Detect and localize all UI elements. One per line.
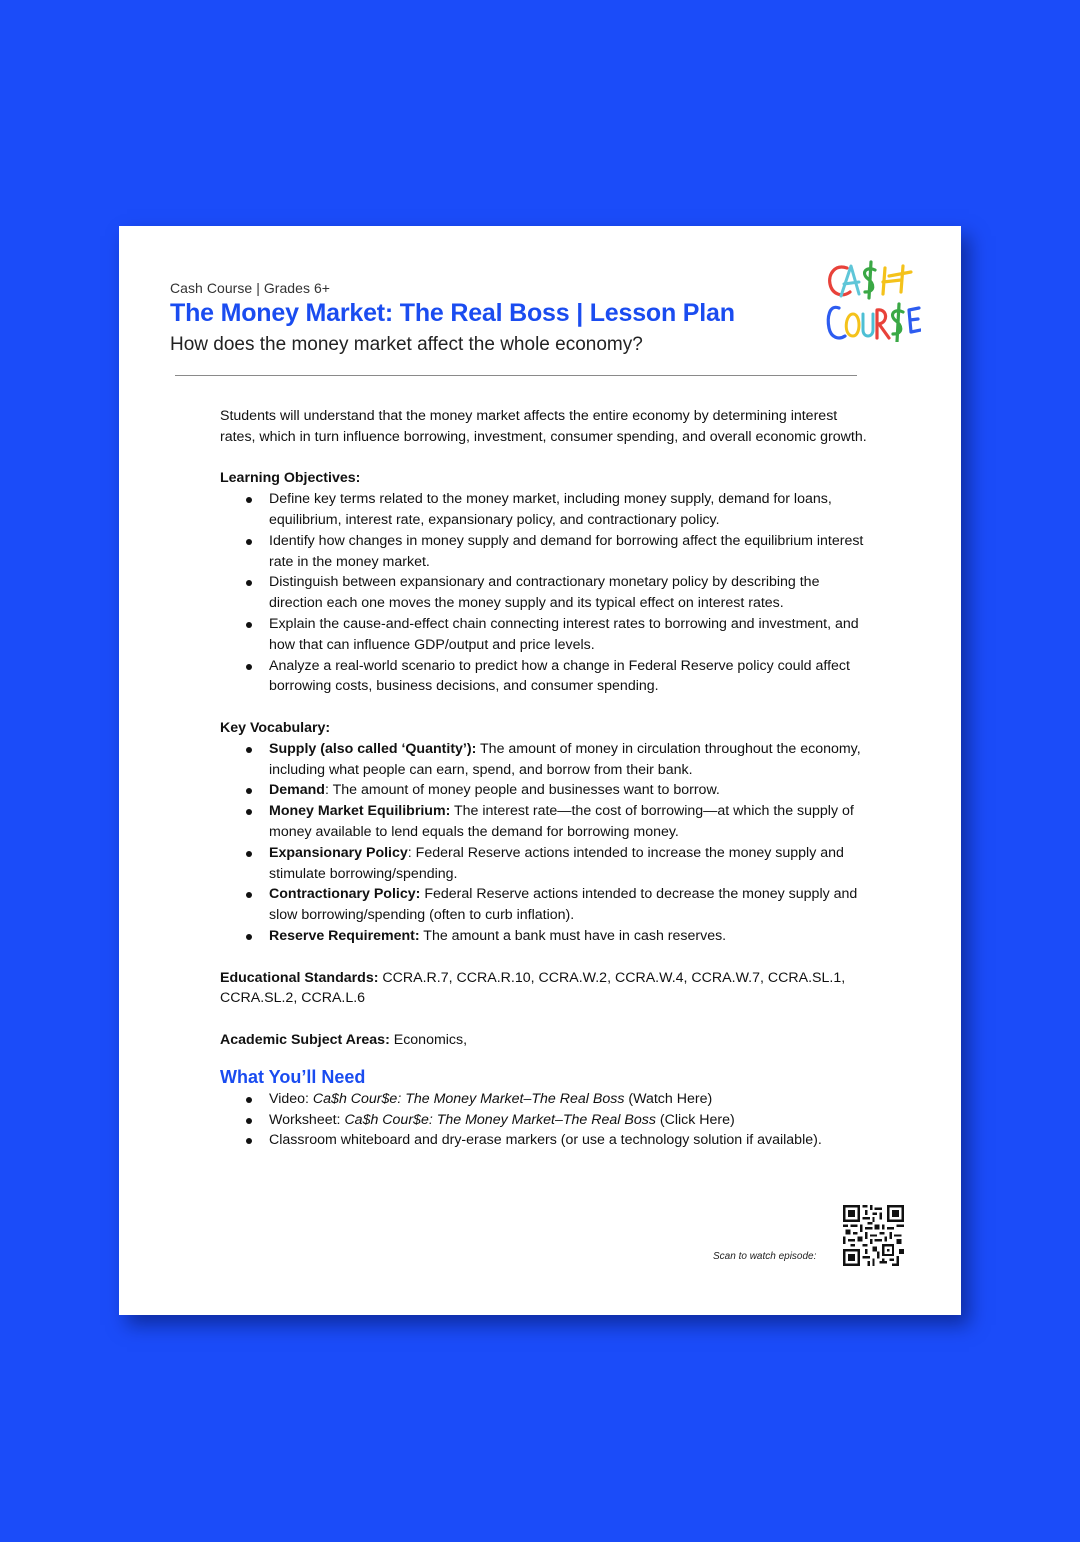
click-here-link[interactable]: (Click Here) (655, 1111, 735, 1128)
list-item: Analyze a real-world scenario to predict how a change in Federal Reserve policy could affect borrowing costs, business decisions, and consumer spending. (220, 656, 870, 698)
educational-standards-value: CCRA.R.7, CCRA.R.10, CCRA.W.2, CCRA.W.4, CCRA.W.7, CCRA.SL.1, CCRA.SL.2, CCRA.L.6 (220, 969, 846, 1007)
list-item: Define key terms related to the money market, including money supply, demand for loans, equilibrium, interest rate, expansionary policy, and contractionary policy. (220, 489, 870, 531)
bullet-icon (246, 747, 252, 753)
logo-letter-o (846, 314, 859, 336)
list-item: Identify how changes in money supply and demand for borrowing affect the equilibrium interest rate in the money market. (220, 531, 870, 573)
bullet-icon (246, 497, 252, 503)
what-youll-need-heading: What You’ll Need (220, 1066, 366, 1087)
academic-subject-areas (220, 1030, 870, 1051)
vocab-item (220, 884, 870, 926)
educational-standards-label: Educational Standards: (220, 969, 379, 986)
bullet-icon (246, 1097, 252, 1103)
vocab-term: Money Market Equilibrium: (269, 803, 451, 820)
vocab-definition: : The amount of money people and businesses want to borrow. (324, 782, 720, 799)
bullet-icon (246, 539, 252, 545)
vocab-definition: : Federal Reserve actions intended to increase the money supply and stimulate borrowing/spending. (269, 844, 844, 882)
material-item: Video: Ca$h Cour$e: The Money Market–The Real Boss (Watch Here) (220, 1089, 870, 1110)
logo-letter-e (909, 308, 921, 332)
vocab-term: Expansionary Policy (269, 844, 408, 861)
list-item: Distinguish between expansionary and contractionary monetary policy by describing the direction each one moves the money supply and its typical effect on interest rates. (220, 572, 870, 614)
logo-letter-c2 (828, 307, 845, 338)
vocab-definition: The amount a bank must have in cash reserves. (419, 927, 727, 944)
materials-list (220, 1089, 870, 1151)
logo-letter-h (883, 266, 911, 294)
lesson-plan-page (119, 226, 961, 1315)
eyebrow-label: Cash Course | Grades 6+ (170, 280, 331, 296)
logo-letter-dollar2 (893, 304, 903, 342)
watch-here-link[interactable]: (Watch Here) (624, 1090, 713, 1107)
intro-paragraph: Students will understand that the money market affects the entire economy by determining interest rates, which in turn influence borrowing, investment, consumer spending, and overall economic growth. (220, 408, 867, 445)
bullet-icon (246, 1138, 252, 1144)
scan-label: Scan to watch episode: (713, 1251, 817, 1262)
vocab-term: Demand (269, 782, 325, 799)
cash-course-logo (825, 258, 921, 342)
lesson-body (220, 406, 870, 1151)
logo-letter-dollar (865, 262, 875, 298)
vocab-item (220, 739, 870, 781)
vocab-item (220, 801, 870, 843)
bullet-icon (246, 1118, 252, 1124)
material-item: Classroom whiteboard and dry-erase markers (or use a technology solution if available). (220, 1130, 870, 1151)
qr-code-icon[interactable] (843, 1205, 904, 1266)
learning-objectives-heading: Learning Objectives: (220, 470, 361, 487)
logo-letter-u (863, 314, 873, 336)
key-vocabulary-list (220, 739, 870, 947)
vocab-item (220, 780, 870, 801)
learning-objectives-list (220, 489, 870, 697)
header-divider (175, 375, 857, 376)
page-subtitle: How does the money market affect the whole economy? (170, 334, 643, 355)
page-title: The Money Market: The Real Boss | Lesson Plan (170, 299, 735, 327)
vocab-term: Reserve Requirement: (269, 927, 420, 944)
list-item: Explain the cause-and-effect chain connecting interest rates to borrowing and investment, and how that can influence GDP/output and price levels. (220, 614, 870, 656)
vocab-definition: The amount of money in circulation throughout the economy, including what people can earn, spend, and borrow from their bank. (269, 740, 861, 778)
vocab-definition: Federal Reserve actions intended to decrease the money supply and slow borrowing/spending (often to curb inflation). (269, 886, 858, 924)
bullet-icon (246, 934, 252, 940)
vocab-definition: The interest rate—the cost of borrowing—at which the supply of money available to lend equals the demand for borrowing money. (269, 803, 854, 840)
bullet-icon (246, 580, 252, 586)
bullet-icon (246, 788, 252, 794)
academic-subject-areas-label: Academic Subject Areas: (220, 1031, 390, 1048)
bullet-icon (246, 851, 252, 857)
vocab-term: Supply (also called ‘Quantity’): (269, 740, 477, 757)
logo-letter-r (877, 310, 889, 338)
academic-subject-areas-value: Economics, (389, 1031, 468, 1048)
bullet-icon (246, 664, 252, 670)
bullet-icon (246, 622, 252, 628)
key-vocabulary-heading: Key Vocabulary: (220, 719, 331, 736)
bullet-icon (246, 809, 252, 815)
vocab-term: Contractionary Policy: (269, 886, 421, 903)
bullet-icon (246, 892, 252, 898)
vocab-item (220, 843, 870, 885)
vocab-item (220, 926, 870, 947)
educational-standards (220, 968, 870, 1010)
material-item: Worksheet: Ca$h Cour$e: The Money Market–The Real Boss (Click Here) (220, 1110, 870, 1131)
